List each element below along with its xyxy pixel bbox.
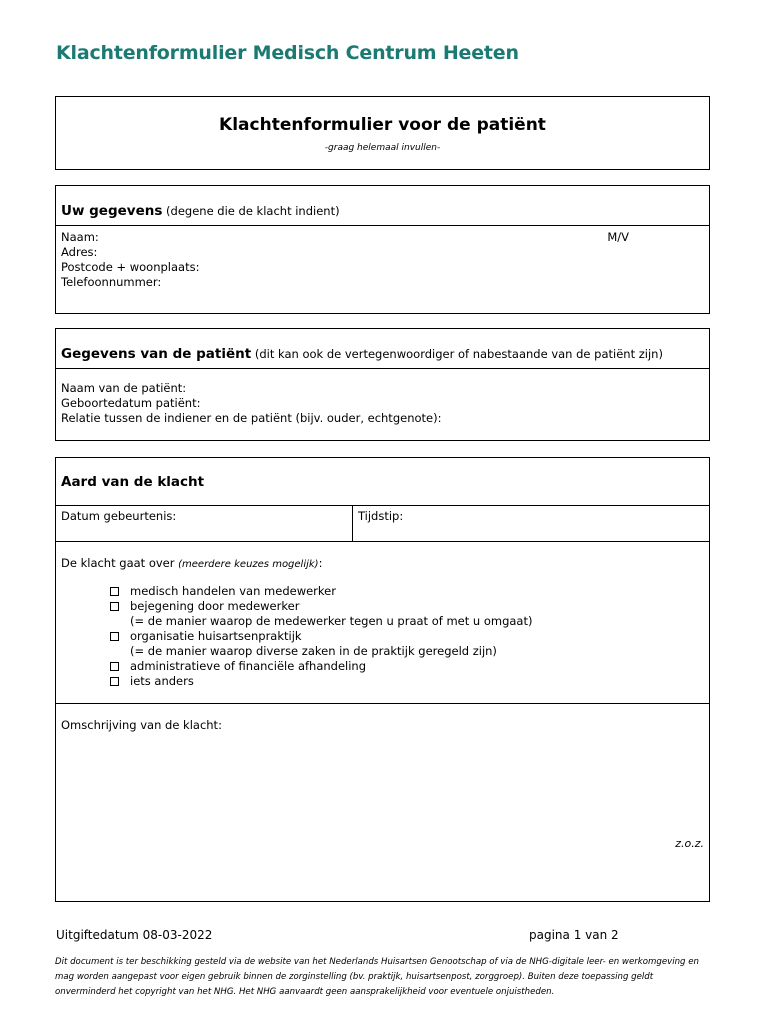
section-uw-gegevens (55, 185, 710, 314)
option-medisch-handelen[interactable] (108, 584, 704, 599)
section-gegevens-patient (55, 328, 710, 441)
option-iets-anders[interactable] (108, 674, 704, 689)
section-header (56, 458, 709, 506)
field-telefoonnummer[interactable]: Telefoonnummer: (61, 275, 162, 289)
section-heading: Gegevens van de patiënt (61, 346, 252, 362)
gaat-over-label: De klacht gaat over (61, 556, 179, 570)
section-body (56, 226, 709, 294)
field-naam-patient[interactable]: Naam van de patiënt: (61, 381, 187, 395)
field-datum-gebeurtenis[interactable]: Datum gebeurtenis: (61, 509, 177, 523)
field-adres[interactable]: Adres: (61, 245, 98, 259)
gaat-over-colon: : (318, 556, 323, 570)
section-heading: Aard van de klacht (61, 474, 205, 490)
section-header (56, 186, 709, 226)
page-number: pagina 1 van 2 (529, 928, 619, 942)
form-subtitle: -graag helemaal invullen- (324, 143, 441, 153)
gaat-over-note: (meerdere keuzes mogelijk) (178, 559, 319, 570)
checkbox-icon[interactable] (110, 587, 119, 596)
checkbox-icon[interactable] (110, 677, 119, 686)
field-tijdstip[interactable]: Tijdstip: (358, 509, 404, 523)
datum-tijdstip-row (56, 506, 709, 542)
section-heading: Uw gegevens (61, 203, 163, 219)
omschrijving-label: Omschrijving van de klacht: (61, 718, 222, 732)
option-administratief[interactable] (108, 659, 704, 674)
option-label: medisch handelen van medewerker (130, 584, 336, 598)
option-detail: (= de manier waarop diverse zaken in de praktijk geregeld zijn) (130, 644, 497, 658)
section-body (56, 369, 709, 430)
field-geboortedatum[interactable]: Geboortedatum patiënt: (61, 396, 201, 410)
checkbox-icon[interactable] (110, 632, 119, 641)
option-label: iets anders (130, 674, 194, 688)
section-aard-klacht (55, 457, 710, 902)
option-label: administratieve of financiële afhandeling (130, 659, 367, 673)
option-label: organisatie huisartsenpraktijk (130, 629, 302, 643)
omschrijving-klacht[interactable] (56, 704, 709, 901)
checkbox-icon[interactable] (110, 662, 119, 671)
issue-date: Uitgiftedatum 08-03-2022 (56, 928, 213, 942)
complaint-options (108, 584, 704, 689)
column-divider (352, 506, 353, 541)
field-naam[interactable]: Naam: (61, 230, 99, 244)
option-label: bejegening door medewerker (130, 599, 300, 613)
section-header (56, 329, 709, 369)
checkbox-icon[interactable] (110, 602, 119, 611)
option-detail: (= de manier waarop de medewerker tegen u praat of met u omgaat) (130, 614, 533, 628)
form-title: Klachtenformulier voor de patiënt (219, 115, 546, 135)
field-postcode-woonplaats[interactable]: Postcode + woonplaats: (61, 260, 200, 274)
field-gender[interactable]: M/V (607, 230, 629, 244)
copyright-disclaimer: Dit document is ter beschikking gesteld via de website van het Nederlands Huisartsen Genootschap of via de NHG-digitale leer- en werkomgeving en mag worden aangepast voor eigen gebruik binnen de zorginstelling (bv. praktijk, huisartsenpost, zorggroep). Buiten deze toepassing geldt onverminderd het copyright van het NHG. Het NHG aanvaardt geen aansprakelijkheid voor eventuele onjuistheden. (55, 957, 699, 997)
field-relatie[interactable]: Relatie tussen de indiener en de patiënt (bijv. ouder, echtgenote): (61, 411, 442, 425)
section-note: (degene die de klacht indient) (162, 204, 340, 218)
option-organisatie[interactable] (108, 629, 704, 659)
section-note: (dit kan ook de vertegenwoordiger of nabestaande van de patiënt zijn) (251, 347, 663, 361)
form-title-box (55, 96, 710, 170)
document-title: Klachtenformulier Medisch Centrum Heeten (56, 42, 519, 64)
option-bejegening[interactable] (108, 599, 704, 629)
zoz-note: z.o.z. (675, 837, 704, 850)
klacht-gaat-over (56, 542, 709, 704)
